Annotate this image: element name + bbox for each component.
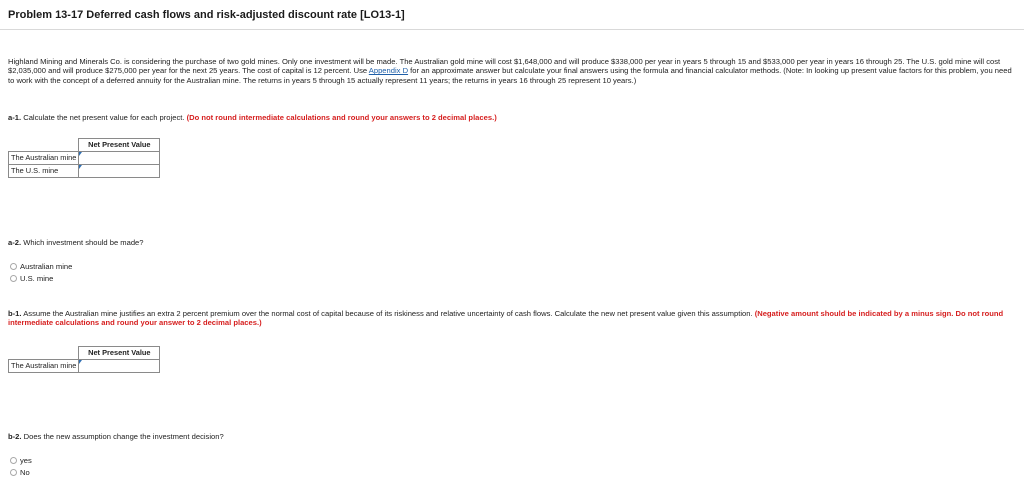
question-a1-label: a-1. [8,113,22,122]
question-b1-label: b-1. [8,309,22,318]
question-a1 [8,113,497,122]
row-label-australian-mine: The Australian mine [9,152,79,165]
intro-text-after: for an approximate answer but calculate your final answers using the formula and financial calculator methods. (Note: In looking up present value factors for this problem, you need to work with the concept of a deferred annuity for the Australian mine. The returns in years 5 through 15 actually represent 11 years; the returns in years 16 through 25 represent 10 years.) [8,66,1012,85]
question-a2-text: Which investment should be made? [21,238,144,247]
question-b2 [8,432,224,441]
row-label-us-mine: The U.S. mine [9,165,79,178]
radio-label: yes [20,456,32,465]
npv-us-cell [79,165,160,178]
question-a2 [8,238,144,247]
question-b1-text: Assume the Australian mine justifies an extra 2 percent premium over the normal cost of capital because of its riskiness and relative uncertainty of cash flows. Calculate the new net present value given this assumption. [21,309,755,318]
npv-table-a1 [8,138,160,178]
page-title: Problem 13-17 Deferred cash flows and risk-adjusted discount rate [LO13-1] [8,9,405,21]
question-a2-label: a-2. [8,238,22,247]
question-b2-text: Does the new assumption change the investment decision? [21,432,224,441]
table-row [9,152,160,165]
npv-column-header: Net Present Value [79,347,160,360]
npv-australian-cell [79,152,160,165]
radio-icon[interactable] [10,275,17,282]
npv-australian-risk-input[interactable] [79,360,159,372]
problem-statement [8,57,1020,85]
radio-label: Australian mine [20,262,73,271]
radio-yes[interactable] [10,456,32,465]
question-a1-instruction: (Do not round intermediate calculations and round your answers to 2 decimal places.) [186,113,497,122]
title-divider [0,29,1024,30]
npv-us-input[interactable] [79,165,159,177]
cell-flag-icon [79,152,82,156]
table-row [9,360,160,373]
npv-table-b1 [8,346,160,373]
table-corner [9,139,79,152]
cell-flag-icon [79,165,82,169]
npv-australian-input[interactable] [79,152,159,164]
cell-flag-icon [79,360,82,364]
radio-australian-mine[interactable] [10,262,72,271]
intro-text-before: Highland Mining and Minerals Co. is considering the purchase of two gold mines. Only one investment will be made. The Australian gold mine will cost $1,648,000 and will produce $338,000 per year in years 5 through 15 and $533,000 per year in years 16 through 25. The U.S. gold mine will cost $2,035,000 and will produce $275,000 per year for the next 25 years. The cost of capital is 12 percent. Use [8,57,1001,76]
question-b1 [8,309,1018,328]
question-b2-label: b-2. [8,432,22,441]
question-a1-text: Calculate the net present value for each project. [21,113,187,122]
radio-icon[interactable] [10,457,17,464]
table-corner [9,347,79,360]
npv-column-header: Net Present Value [79,139,160,152]
radio-no[interactable] [10,468,30,477]
appendix-d-link[interactable]: Appendix D [368,66,409,76]
npv-australian-risk-cell [79,360,160,373]
radio-icon[interactable] [10,469,17,476]
table-row [9,165,160,178]
radio-label: No [20,468,30,477]
radio-us-mine[interactable] [10,274,53,283]
row-label-australian-mine: The Australian mine [9,360,79,373]
radio-label: U.S. mine [20,274,54,283]
question-b1-instruction: (Negative amount should be indicated by a minus sign. Do not round intermediate calculations and round your answer to 2 decimal places.) [8,309,1004,328]
radio-icon[interactable] [10,263,17,270]
